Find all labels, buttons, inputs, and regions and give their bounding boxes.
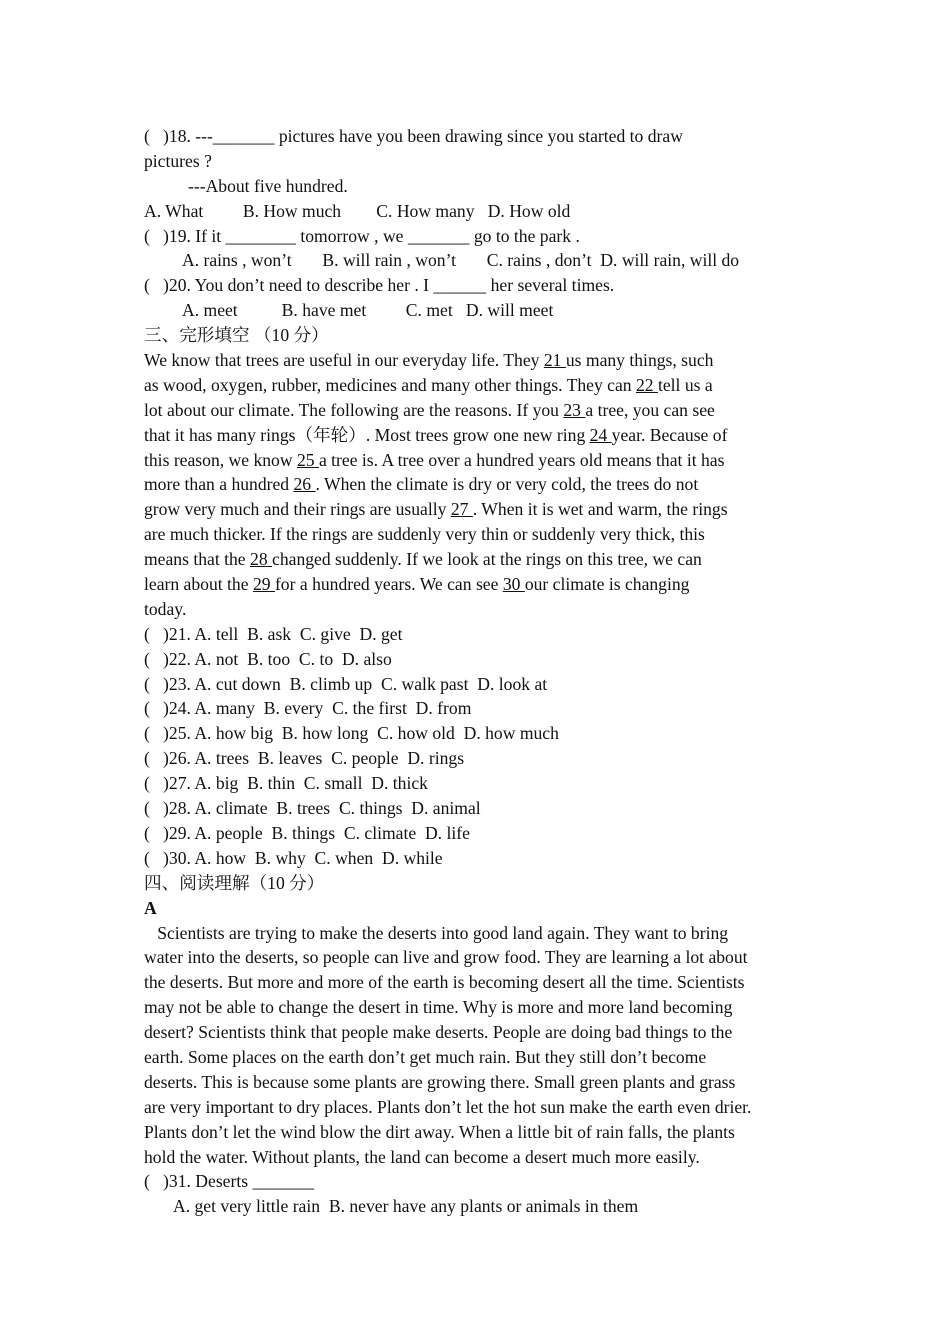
cloze-passage bbox=[144, 348, 824, 622]
question-18-answer: ---About five hundred. bbox=[188, 175, 348, 196]
cloze-option-25: ( )25. A. how big B. how long C. how old D. how much bbox=[144, 723, 559, 744]
blank-28: 28 bbox=[250, 549, 273, 570]
blank-26: 26 bbox=[293, 474, 316, 495]
question-31-stem: ( )31. Deserts _______ bbox=[144, 1171, 315, 1192]
reading-line: are very important to dry places. Plants don’t let the hot sun make the earth even drier. bbox=[144, 1096, 752, 1117]
question-19-stem: ( )19. If it ________ tomorrow , we _______ go to the park . bbox=[144, 225, 580, 246]
blank-22: 22 bbox=[635, 374, 658, 395]
cloze-option-30: ( )30. A. how B. why C. when D. while bbox=[144, 847, 443, 868]
blank-25: 25 bbox=[296, 449, 319, 470]
blank-30: 30 bbox=[502, 574, 525, 595]
exam-page bbox=[144, 124, 824, 1219]
question-19-options: A. rains , won’t B. will rain , won’t C. rains , don’t D. will rain, will do bbox=[182, 250, 740, 271]
blank-29: 29 bbox=[252, 574, 275, 595]
cloze-line: We know that trees are useful in our everyday life. They 21 us many things, such bbox=[144, 350, 714, 371]
cloze-option-24: ( )24. A. many B. every C. the first D. from bbox=[144, 698, 472, 719]
question-20-options: A. meet B. have met C. met D. will meet bbox=[182, 300, 554, 321]
cloze-options-list bbox=[144, 622, 824, 871]
cloze-line: learn about the 29 for a hundred years. We can see 30 our climate is changing bbox=[144, 574, 690, 595]
reading-line: the deserts. But more and more of the earth is becoming desert all the time. Scientists bbox=[144, 972, 745, 993]
cloze-option-26: ( )26. A. trees B. leaves C. people D. rings bbox=[144, 748, 465, 769]
passage-label: A bbox=[144, 897, 157, 918]
cloze-line: this reason, we know 25 a tree is. A tree over a hundred years old means that it has bbox=[144, 449, 725, 470]
reading-line: water into the deserts, so people can live and grow food. They are learning a lot about bbox=[144, 947, 748, 968]
cloze-option-23: ( )23. A. cut down B. climb up C. walk past D. look at bbox=[144, 673, 548, 694]
reading-line: Plants don’t let the wind blow the dirt away. When a little bit of rain falls, the plants bbox=[144, 1121, 735, 1142]
blank-24: 24 bbox=[589, 424, 612, 445]
cloze-line: are much thicker. If the rings are suddenly very thin or suddenly very thick, this bbox=[144, 524, 705, 545]
cloze-line: today. bbox=[144, 598, 187, 619]
cloze-line: grow very much and their rings are usually 27 . When it is wet and warm, the rings bbox=[144, 499, 728, 520]
question-18-options: A. What B. How much C. How many D. How old bbox=[144, 200, 571, 221]
section-4-heading: 四、阅读理解（10 分） bbox=[144, 872, 325, 893]
cloze-option-27: ( )27. A. big B. thin C. small D. thick bbox=[144, 773, 428, 794]
reading-passage bbox=[144, 921, 824, 1170]
question-20-stem: ( )20. You don’t need to describe her . I ______ her several times. bbox=[144, 275, 615, 296]
cloze-option-21: ( )21. A. tell B. ask C. give D. get bbox=[144, 623, 403, 644]
blank-21: 21 bbox=[543, 350, 566, 371]
reading-line: desert? Scientists think that people make deserts. People are doing bad things to the bbox=[144, 1022, 733, 1043]
question-31-options: A. get very little rain B. never have any plants or animals in them bbox=[173, 1196, 639, 1217]
blank-23: 23 bbox=[563, 399, 586, 420]
cloze-line: lot about our climate. The following are the reasons. If you 23 a tree, you can see bbox=[144, 399, 715, 420]
reading-line: Scientists are trying to make the deserts into good land again. They want to bring bbox=[144, 922, 729, 943]
cloze-line: that it has many rings（年轮）. Most trees grow one new ring 24 year. Because of bbox=[144, 424, 728, 445]
reading-line: may not be able to change the desert in time. Why is more and more land becoming bbox=[144, 997, 733, 1018]
reading-line: deserts. This is because some plants are growing there. Small green plants and grass bbox=[144, 1071, 736, 1092]
cloze-line: more than a hundred 26 . When the climate is dry or very cold, the trees do not bbox=[144, 474, 699, 495]
reading-line: earth. Some places on the earth don’t get much rain. But they still don’t become bbox=[144, 1046, 707, 1067]
cloze-option-28: ( )28. A. climate B. trees C. things D. animal bbox=[144, 798, 481, 819]
blank-27: 27 bbox=[450, 499, 473, 520]
section-3-heading: 三、完形填空 （10 分） bbox=[144, 325, 329, 346]
question-18-line1: ( )18. ---_______ pictures have you been drawing since you started to draw bbox=[144, 126, 683, 146]
cloze-option-22: ( )22. A. not B. too C. to D. also bbox=[144, 648, 392, 669]
cloze-line: means that the 28 changed suddenly. If we look at the rings on this tree, we can bbox=[144, 549, 702, 570]
cloze-option-29: ( )29. A. people B. things C. climate D. life bbox=[144, 822, 470, 843]
cloze-line: as wood, oxygen, rubber, medicines and many other things. They can 22 tell us a bbox=[144, 374, 713, 395]
reading-line: hold the water. Without plants, the land can become a desert much more easily. bbox=[144, 1146, 700, 1167]
question-18-line2: pictures ? bbox=[144, 150, 212, 171]
